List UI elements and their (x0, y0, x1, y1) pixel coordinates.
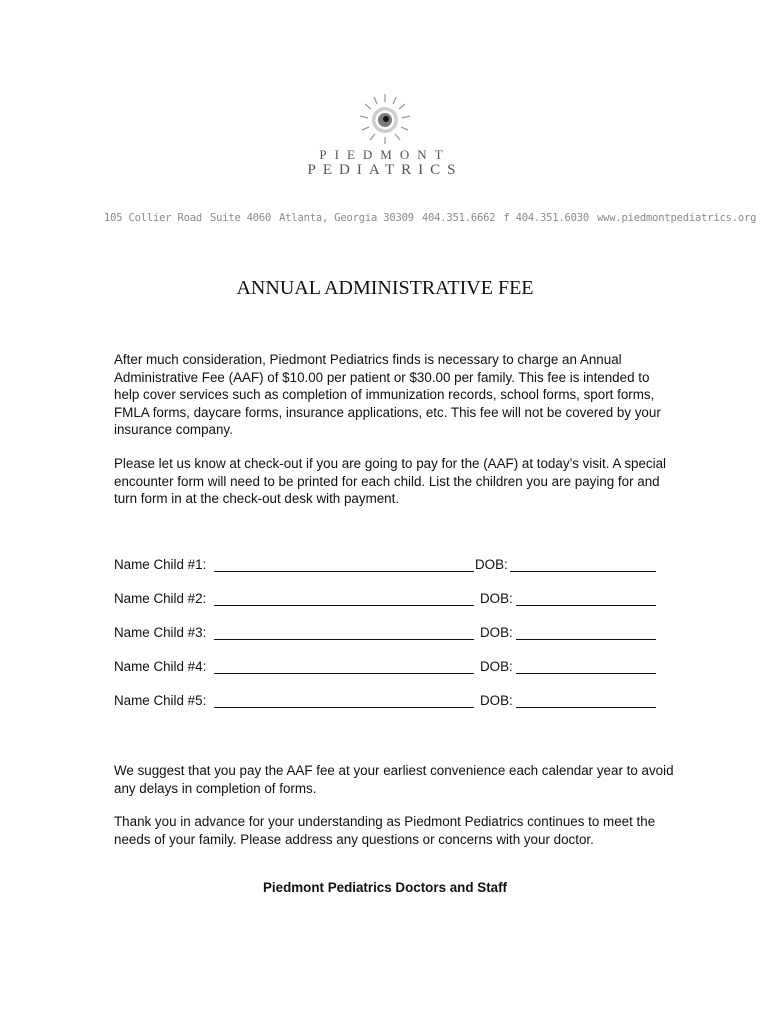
dob-label: DOB: (475, 557, 508, 572)
city-state-zip: Atlanta, Georgia 30309 (279, 212, 414, 224)
suggestion-paragraph: We suggest that you pay the AAF fee at your earliest convenience each calendar year to avoid any delays in completion of forms. (114, 763, 674, 796)
letterhead-contact-line (100, 212, 757, 224)
dob-field[interactable] (516, 639, 656, 640)
fax-number: f 404.351.6030 (503, 212, 590, 224)
child-name-label: Name Child #4: (114, 659, 207, 674)
child-name-field[interactable] (214, 673, 474, 674)
child-name-field[interactable] (214, 707, 474, 708)
child-name-field[interactable] (214, 605, 474, 606)
thank-you-paragraph: Thank you in advance for your understanding as Piedmont Pediatrics continues to meet the needs of your family. Please address any questions or concerns with your doctor. (114, 814, 656, 847)
brand-name-line1: PIEDMONT (319, 147, 451, 162)
street-address: 105 Collier Road (104, 212, 202, 224)
dob-label: DOB: (480, 625, 513, 640)
dob-field[interactable] (510, 571, 656, 572)
dob-field[interactable] (516, 673, 656, 674)
dob-field[interactable] (516, 707, 656, 708)
child-name-label: Name Child #1: (114, 557, 207, 572)
instructions-paragraph: Please let us know at check-out if you are going to pay for the (AAF) at today’s visit. A special encounter form will need to be printed for each child. List the children you are paying for and turn form in at the check-out desk with payment. (114, 456, 667, 506)
dob-label: DOB: (480, 693, 513, 708)
signature-line: Piedmont Pediatrics Doctors and Staff (262, 880, 508, 895)
brand-name-line2: PEDIATRICS (307, 162, 463, 178)
child-name-field[interactable] (214, 571, 474, 572)
child-name-label: Name Child #5: (114, 693, 207, 708)
suite-number: Suite 4060 (209, 212, 272, 224)
website-link: www.piedmontpediatrics.org (597, 212, 757, 224)
child-name-label: Name Child #3: (114, 625, 207, 640)
document-title: ANNUAL ADMINISTRATIVE FEE (236, 277, 534, 299)
intro-paragraph: After much consideration, Piedmont Pediatrics finds is necessary to charge an Annual Administrative Fee (AAF) of $10.00 per patient or $30.00 per family. This fee is intended to help cover services such as completion of immunization records, school forms, sport forms, FMLA forms, daycare forms, insurance applications, etc. This fee will not be covered by your insurance company. (114, 352, 661, 437)
child-name-label: Name Child #2: (114, 591, 207, 606)
dob-label: DOB: (480, 659, 513, 674)
dob-label: DOB: (480, 591, 513, 606)
dob-field[interactable] (516, 605, 656, 606)
sun-eye-logo-icon (355, 92, 415, 150)
child-name-field[interactable] (214, 639, 474, 640)
phone-number: 404.351.6662 (421, 212, 496, 224)
